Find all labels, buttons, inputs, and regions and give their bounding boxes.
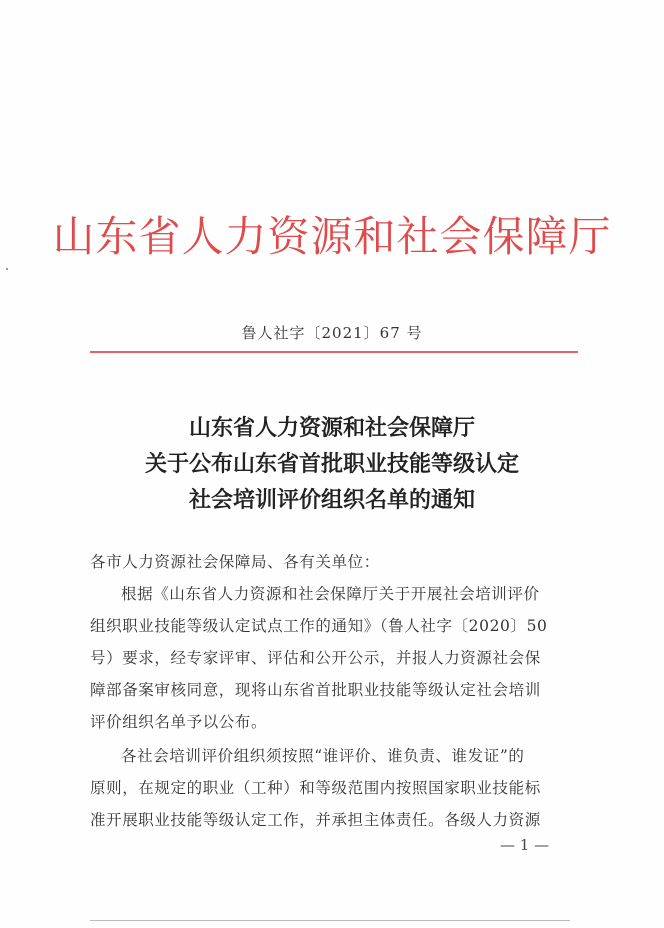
red-divider-line — [90, 351, 578, 353]
document-number: 鲁人社字〔2021〕67 号 — [241, 324, 423, 342]
paragraph1-line: 评价组织名单予以公布。 — [90, 713, 268, 731]
paragraph2-line: 原则，在规定的职业（工种）和等级范围内按照国家职业技能标 — [90, 779, 541, 797]
paragraph2-line: 各社会培训评价组织须按照“谁评价、谁负责、谁发证”的 — [121, 747, 525, 765]
paragraph1-line: 根据《山东省人力资源和社会保障厅关于开展社会培训评价 — [121, 585, 540, 603]
salutation: 各市人力资源社会保障局、各有关单位： — [90, 553, 380, 571]
page-number: — 1 — — [500, 836, 550, 854]
paragraph1-line: 组织职业技能等级认定试点工作的通知》（鲁人社字〔2020〕50 — [90, 617, 548, 635]
notice-title-line-2: 关于公布山东省首批职业技能等级认定 — [144, 451, 519, 477]
paragraph1-line: 号）要求，经专家评审、评估和公开公示，并报人力资源社会保 — [90, 649, 541, 667]
notice-title-line-3: 社会培训评价组织名单的通知 — [188, 487, 475, 513]
bottom-edge-line — [90, 920, 570, 921]
paragraph2-line: 准开展职业技能等级认定工作，并承担主体责任。各级人力资源 — [90, 811, 541, 829]
paragraph1-line: 障部备案审核同意，现将山东省首批职业技能等级认定社会培训 — [90, 681, 541, 699]
notice-title-line-1: 山东省人力资源和社会保障厅 — [188, 415, 475, 441]
scan-artifact — [6, 268, 8, 270]
issuer-header: 山东省人力资源和社会保障厅 — [52, 212, 612, 261]
